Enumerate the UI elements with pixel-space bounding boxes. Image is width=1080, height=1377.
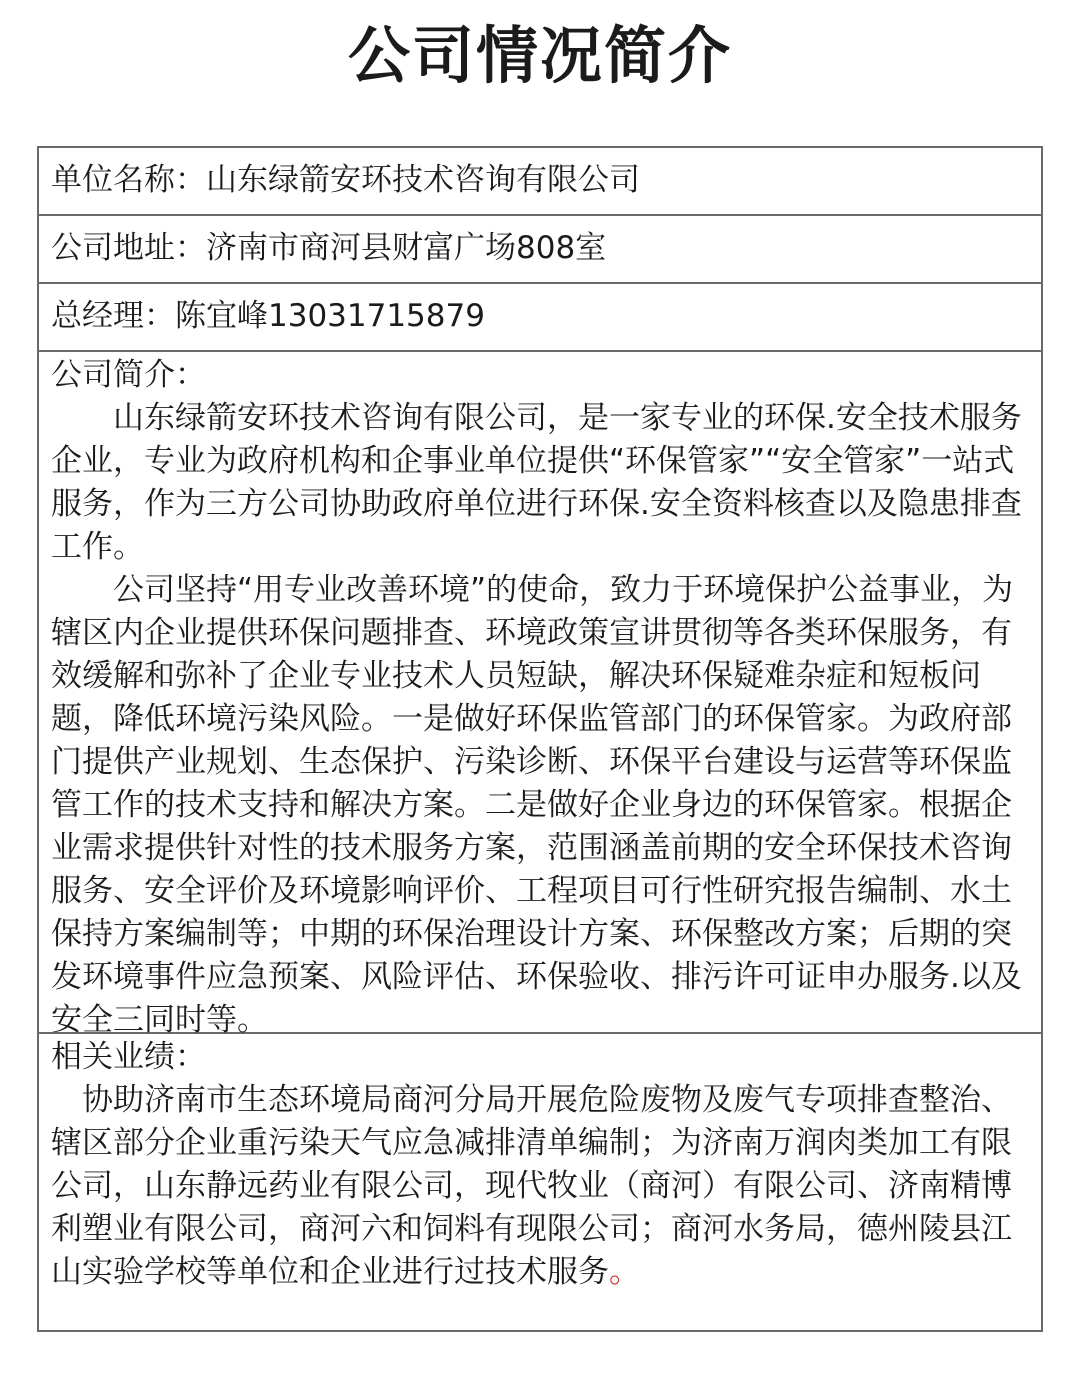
performance-section	[39, 1034, 1041, 1330]
performance-end-mark: 。	[609, 1254, 640, 1290]
manager-value: 陈宜峰13031715879	[175, 298, 485, 334]
intro-paragraph-1: 山东绿箭安环技术咨询有限公司，是一家专业的环保.安全技术服务企业，专业为政府机构和企事业单位提供“环保管家”“安全管家”一站式服务，作为三方公司协助政府单位进行环保.安全资料核查以及隐患排查工作。	[51, 400, 1022, 565]
page-title: 公司情况简介	[347, 19, 732, 92]
address-label: 公司地址：	[51, 230, 206, 266]
info-table	[37, 146, 1043, 1332]
manager-label: 总经理：	[51, 298, 175, 334]
manager-row	[39, 284, 1041, 352]
company-name-row	[39, 148, 1041, 216]
company-name-label: 单位名称：	[51, 162, 206, 198]
intro-paragraph-2: 公司坚持“用专业改善环境”的使命，致力于环境保护公益事业，为辖区内企业提供环保问题排查、环境政策宣讲贯彻等各类环保服务，有效缓解和弥补了企业专业技术人员短缺，解决环保疑难杂症和短板问题，降低环境污染风险。一是做好环保监管部门的环保管家。为政府部门提供产业规划、生态保护、污染诊断、环保平台建设与运营等环保监管工作的技术支持和解决方案。二是做好企业身边的环保管家。根据企业需求提供针对性的技术服务方案，范围涵盖前期的安全环保技术咨询服务、安全评价及环境影响评价、工程项目可行性研究报告编制、水土保持方案编制等；中期的环保治理设计方案、环保整改方案；后期的突发环境事件应急预案、风险评估、环保验收、排污许可证申办服务.以及安全三同时等。	[51, 572, 1022, 1038]
address-value: 济南市商河县财富广场808室	[206, 230, 607, 266]
address-row	[39, 216, 1041, 284]
intro-section	[39, 352, 1041, 1038]
company-name-value: 山东绿箭安环技术咨询有限公司	[206, 162, 640, 198]
performance-label: 相关业绩：	[51, 1039, 206, 1075]
intro-label: 公司简介：	[51, 357, 206, 393]
performance-text: 协助济南市生态环境局商河分局开展危险废物及废气专项排查整治、辖区部分企业重污染天气应急减排清单编制；为济南万润肉类加工有限公司，山东静远药业有限公司，现代牧业（商河）有限公司、济南精博利塑业有限公司，商河六和饲料有现限公司；商河水务局，德州陵县江山实验学校等单位和企业进行过技术服务	[51, 1082, 1012, 1290]
performance-paragraph	[51, 1079, 1027, 1294]
